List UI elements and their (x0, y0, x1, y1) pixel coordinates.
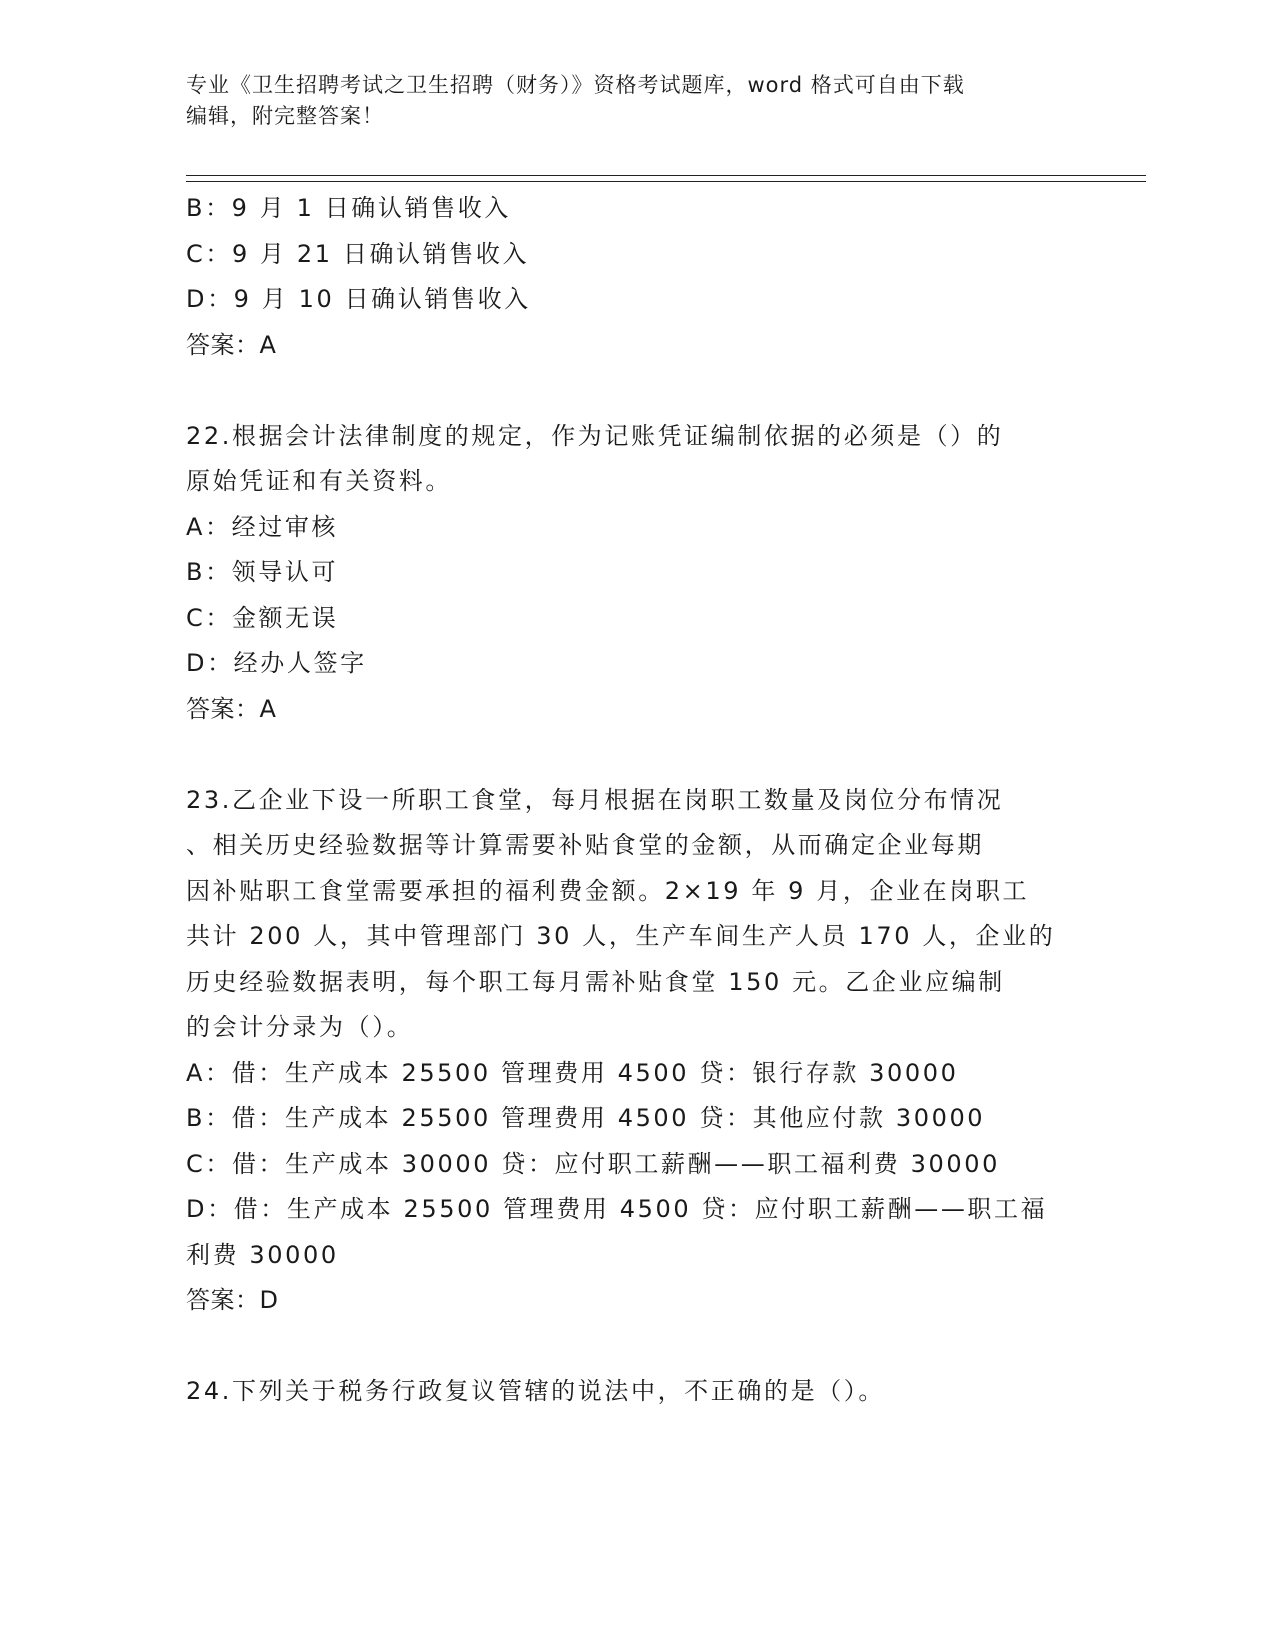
answer-line: 答案：D (186, 1286, 279, 1314)
stem-line: 历史经验数据表明，每个职工每月需补贴食堂 150 元。乙企业应编制 (186, 967, 1005, 996)
stem-line: 24.下列关于税务行政复议管辖的说法中，不正确的是（）。 (186, 1377, 885, 1405)
question-stem (186, 1369, 1086, 1415)
question-stem (186, 414, 1086, 505)
question-24 (186, 1369, 1086, 1415)
option-c: C：金额无误 (186, 603, 339, 632)
question-23 (186, 778, 1086, 1324)
stem-line: 因补贴职工食堂需要承担的福利费金额。2×19 年 9 月，企业在岗职工 (186, 876, 1030, 905)
option-a: A：借：生产成本 25500 管理费用 4500 贷：银行存款 30000 (186, 1058, 959, 1087)
stem-line: 22.根据会计法律制度的规定，作为记账凭证编制依据的必须是（）的 (186, 421, 1004, 450)
header-rule-top (186, 175, 1146, 176)
option-d: D：经办人签字 (186, 649, 367, 677)
stem-line: 的会计分录为（）。 (186, 1013, 414, 1041)
stem-line: 共计 200 人，其中管理部门 30 人，生产车间生产人员 170 人，企业的 (186, 922, 1056, 950)
document-header (186, 70, 1066, 132)
stem-line: 、相关历史经验数据等计算需要补贴食堂的金额，从而确定企业每期 (186, 831, 984, 859)
spacer (186, 1324, 1086, 1370)
option-b: B：9 月 1 日确认销售收入 (186, 194, 511, 222)
prev-question-block (186, 186, 1086, 368)
option-a: A：经过审核 (186, 512, 339, 541)
option-d: D：借：生产成本 25500 管理费用 4500 贷：应付职工薪酬——职工福 (186, 1195, 1048, 1223)
option-b: B：领导认可 (186, 558, 339, 586)
stem-line: 原始凭证和有关资料。 (186, 467, 452, 495)
option-c: C：9 月 21 日确认销售收入 (186, 239, 530, 268)
question-22 (186, 414, 1086, 733)
stem-line: 23.乙企业下设一所职工食堂，每月根据在岗职工数量及岗位分布情况 (186, 785, 1004, 814)
option-b: B：借：生产成本 25500 管理费用 4500 贷：其他应付款 30000 (186, 1104, 986, 1132)
answer-line: 答案：A (186, 694, 277, 723)
spacer (186, 368, 1086, 414)
option-c: C：借：生产成本 30000 贷：应付职工薪酬——职工福利费 30000 (186, 1149, 1000, 1178)
option-d: D：9 月 10 日确认销售收入 (186, 285, 531, 313)
question-stem (186, 778, 1086, 1051)
option-d-continued: 利费 30000 (186, 1240, 339, 1269)
header-line-1: 专业《卫生招聘考试之卫生招聘（财务）》资格考试题库，word 格式可自由下载 (186, 73, 965, 97)
answer-line: 答案：A (186, 330, 277, 359)
document-body (186, 186, 1086, 1415)
header-line-2: 编辑，附完整答案！ (186, 104, 384, 128)
spacer (186, 732, 1086, 778)
header-rule-bottom (186, 181, 1146, 182)
